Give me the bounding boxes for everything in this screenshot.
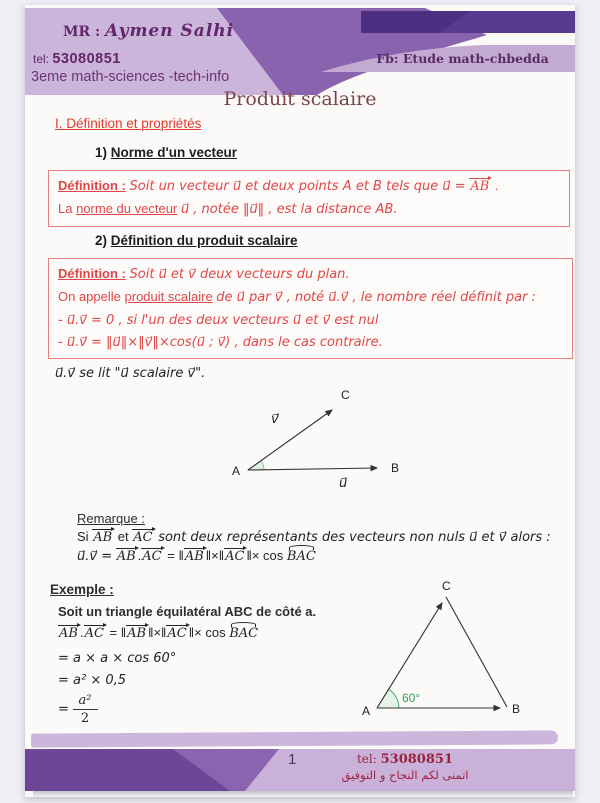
- footer-note-arabic: اتمنى لكم النجاح و التوفيق: [341, 768, 469, 782]
- subsection-produit-heading: [95, 233, 298, 248]
- page-number: 1: [288, 751, 297, 768]
- example-statement: Soit un triangle équilatéral ABC de côté a.: [58, 604, 317, 619]
- point-a-label: A: [362, 704, 371, 718]
- point-c-label: C: [341, 388, 350, 402]
- footer-top-strip: [31, 730, 558, 747]
- definition2-line2: On appelle produit scalaire de u⃗ par v⃗ , noté u⃗.v⃗ , le nombre réel définit par :: [58, 289, 536, 306]
- triangle-diagram: [340, 578, 555, 728]
- angle-bac: BAC: [229, 626, 259, 641]
- vector-ab: AB: [470, 179, 490, 194]
- footer-tel-number: 53080851: [380, 752, 453, 767]
- angle-60-arc: [377, 689, 399, 708]
- section-heading-definitions: I. Définition et propriétés: [55, 116, 202, 131]
- vector-diagram: [205, 383, 415, 495]
- header-phone: [33, 51, 121, 67]
- definition-label: Définition :: [58, 178, 126, 193]
- side-cb-line: [446, 597, 507, 707]
- vector-ac: AC: [133, 530, 153, 545]
- reading-note: u⃗.v⃗ se lit "u⃗ scalaire v⃗".: [55, 366, 206, 381]
- point-a-label: A: [232, 464, 241, 478]
- remark-formula: u⃗.v⃗ = AB .AC = ‖AB ‖×‖AC ‖× cos BAC: [77, 548, 316, 564]
- definition2-case-null: - u⃗.v⃗ = 0 , si l'un des deux vecteurs u⃗ et v⃗ est nul: [58, 312, 379, 328]
- footer-tel-label: tel:: [356, 752, 377, 766]
- footer-banner: [25, 749, 575, 791]
- vector-v-label: v⃗: [271, 411, 279, 426]
- facebook-banner: Fb: Etude math-chbedda: [376, 51, 549, 66]
- mr-label: MR :: [63, 24, 101, 40]
- class-info: 3eme math-sciences -tech-info: [31, 69, 230, 85]
- vector-u-line: [248, 468, 377, 470]
- subsection-title: Définition du produit scalaire: [110, 233, 298, 248]
- teacher-line: [63, 21, 234, 41]
- definition2-line1: Définition : Soit u⃗ et v⃗ deux vecteurs du plan.: [58, 266, 350, 282]
- angle-60-label: 60°: [402, 691, 421, 705]
- example-formula-line4: = $\frac{\text{a²}}{2}$: [58, 693, 98, 726]
- tel-number: 53080851: [52, 51, 121, 67]
- definition1-line1: Définition : Soit un vecteur u⃗ et deux points A et B tels que u⃗ = AB .: [58, 178, 499, 194]
- page-bottom-shadow: [33, 791, 573, 798]
- example-formula-line2: = a × a × cos 60°: [58, 651, 177, 666]
- point-b-label: B: [512, 702, 521, 716]
- vector-u-label: u⃗: [339, 475, 348, 490]
- point-b-label: B: [391, 461, 400, 475]
- remark-statement: Si AB et AC sont deux représentants des vecteurs non nuls u⃗ et v⃗ alors :: [77, 529, 551, 545]
- subsection-number: 2): [95, 233, 108, 248]
- tel-label: tel:: [33, 52, 50, 66]
- definition1-line2: La norme du vecteur u⃗ , notée ‖u⃗‖ , est la distance AB.: [58, 201, 398, 218]
- footer-phone: [320, 752, 490, 767]
- subsection-norme-heading: [95, 145, 237, 160]
- definition2-case-general: - u⃗.v⃗ = ‖u⃗‖×‖v⃗‖×cos(u⃗ ; v⃗) , dans le cas contraire.: [58, 335, 383, 351]
- vector-v-line: [248, 410, 332, 470]
- footer-ribbon-darker: [25, 749, 575, 791]
- page-title: Produit scalaire: [223, 88, 377, 110]
- subsection-title: Norme d'un vecteur: [110, 145, 238, 160]
- example-formula-line3: = a² × 0,5: [58, 673, 127, 688]
- remark-heading: Remarque :: [77, 511, 145, 526]
- example-heading: Exemple :: [50, 582, 114, 597]
- document-page: [25, 5, 575, 797]
- definition-box-norme: [48, 170, 570, 227]
- vector-ab: AB: [93, 530, 113, 545]
- definition-label: Définition :: [58, 266, 126, 281]
- example-formula-line1: AB .AC = ‖AB ‖×‖AC ‖× cos BAC: [59, 625, 259, 641]
- fraction: $\frac{\text{a²}}{2}$: [73, 693, 98, 726]
- subsection-number: 1): [95, 145, 108, 160]
- definition-box-produit-scalaire: [48, 258, 573, 359]
- point-c-label: C: [442, 579, 451, 593]
- teacher-name: Aymen Salhi: [105, 21, 235, 41]
- angle-bac: BAC: [286, 549, 316, 564]
